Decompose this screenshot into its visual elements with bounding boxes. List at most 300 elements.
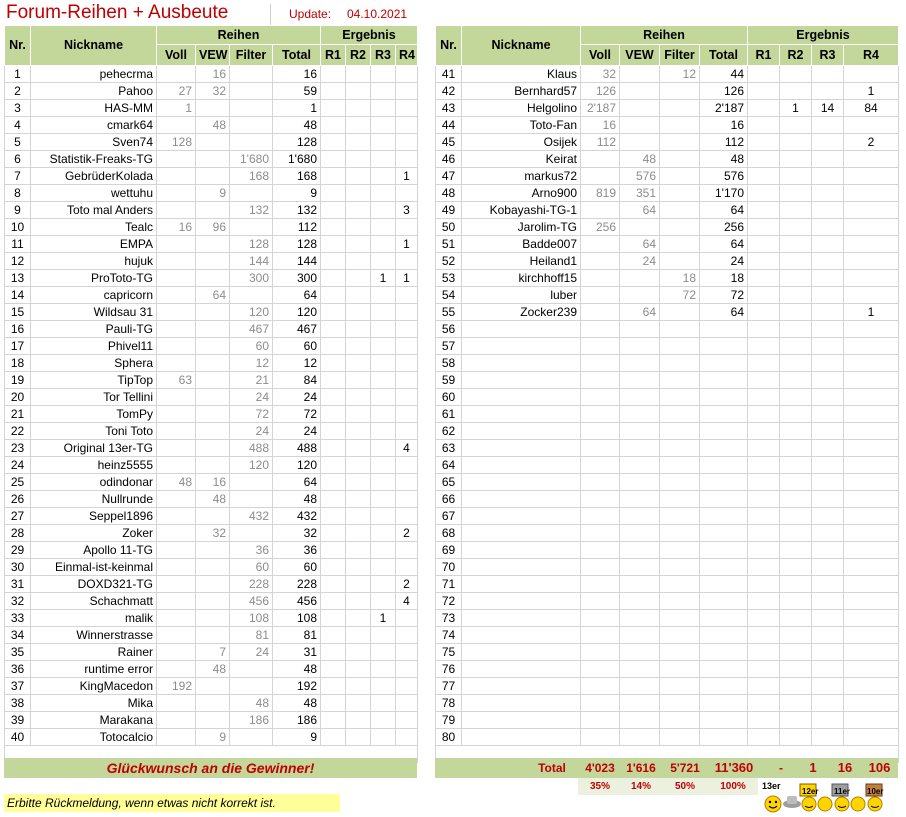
row-voll: [157, 355, 196, 372]
row-nr: 14: [5, 287, 31, 304]
row-r1: [321, 593, 346, 610]
row-r1: [748, 406, 780, 423]
icon-label-11er: 11er: [834, 787, 851, 796]
row-r1: [748, 474, 780, 491]
row-voll: 32: [581, 66, 620, 83]
row-r1: [321, 321, 346, 338]
row-nickname: Winnerstrasse: [31, 627, 157, 644]
row-vew: 48: [196, 661, 230, 678]
row-r4: [396, 321, 418, 338]
row-total: [700, 576, 748, 593]
row-vew: 96: [196, 219, 230, 236]
row-nr: 9: [5, 202, 31, 219]
row-nickname: Nullrunde: [31, 491, 157, 508]
row-r4: 2: [844, 134, 899, 151]
row-nickname: Wildsau 31: [31, 304, 157, 321]
row-r3: [812, 525, 844, 542]
row-r1: [748, 253, 780, 270]
table-row: [5, 559, 418, 576]
row-voll: [581, 423, 620, 440]
row-r4: 2: [396, 525, 418, 542]
row-r4: [396, 372, 418, 389]
row-filter: 144: [230, 253, 273, 270]
row-r2: [346, 678, 371, 695]
row-r2: [346, 134, 371, 151]
row-filter: [230, 219, 273, 236]
row-r3: [371, 287, 396, 304]
table-row: [436, 134, 899, 151]
row-vew: [620, 593, 660, 610]
row-nr: 31: [5, 576, 31, 593]
row-r3: [812, 66, 844, 83]
row-filter: [230, 491, 273, 508]
row-r1: [321, 151, 346, 168]
row-r3: [812, 559, 844, 576]
row-filter: [230, 66, 273, 83]
row-filter: [660, 219, 700, 236]
row-voll: [581, 593, 620, 610]
row-r1: [748, 151, 780, 168]
row-r1: [321, 457, 346, 474]
row-r1: [321, 202, 346, 219]
table-row: [436, 576, 899, 593]
row-r4: [844, 423, 899, 440]
row-voll: [157, 423, 196, 440]
row-nickname: Jarolim-TG: [462, 219, 581, 236]
row-nickname: [462, 661, 581, 678]
row-voll: [157, 610, 196, 627]
row-filter: [660, 236, 700, 253]
table-row: [436, 678, 899, 695]
row-nr: 56: [436, 321, 462, 338]
row-r1: [748, 304, 780, 321]
col-group-reihen: Reihen: [157, 26, 321, 45]
row-total: 128: [273, 236, 321, 253]
row-nr: 11: [5, 236, 31, 253]
pct-vew: 14%: [630, 781, 651, 792]
row-vew: [196, 151, 230, 168]
row-r2: [346, 372, 371, 389]
row-r4: [396, 355, 418, 372]
row-r4: [396, 304, 418, 321]
row-filter: [660, 542, 700, 559]
row-r2: [346, 270, 371, 287]
row-r1: [321, 542, 346, 559]
row-r1: [748, 219, 780, 236]
row-total: 1'680: [273, 151, 321, 168]
row-r1: [748, 440, 780, 457]
row-r2: [346, 406, 371, 423]
row-r3: [371, 168, 396, 185]
row-r2: [780, 219, 812, 236]
row-r1: [748, 678, 780, 695]
row-r2: [780, 117, 812, 134]
col-nr: Nr.: [5, 26, 31, 66]
row-filter: [230, 474, 273, 491]
row-r2: [780, 644, 812, 661]
row-r2: [346, 202, 371, 219]
row-r3: [812, 508, 844, 525]
row-vew: 351: [620, 185, 660, 202]
row-voll: [157, 253, 196, 270]
row-r3: [371, 491, 396, 508]
table-row: [5, 440, 418, 457]
row-r3: [371, 644, 396, 661]
total-vew: 1'616: [626, 761, 656, 775]
row-total: 2'187: [700, 100, 748, 117]
row-vew: 9: [196, 185, 230, 202]
row-vew: [196, 202, 230, 219]
row-vew: [196, 338, 230, 355]
row-r3: [812, 253, 844, 270]
row-vew: [620, 695, 660, 712]
row-filter: 60: [230, 338, 273, 355]
row-r3: [812, 406, 844, 423]
row-vew: [620, 406, 660, 423]
row-r2: [780, 729, 812, 746]
row-r3: [371, 559, 396, 576]
row-r1: [748, 202, 780, 219]
col-r3: R3: [812, 45, 844, 66]
table-row: [436, 559, 899, 576]
row-vew: [196, 627, 230, 644]
row-r1: [321, 525, 346, 542]
row-nr: 27: [5, 508, 31, 525]
row-filter: [660, 100, 700, 117]
row-nr: 21: [5, 406, 31, 423]
row-voll: [581, 661, 620, 678]
row-total: [700, 508, 748, 525]
row-voll: [581, 559, 620, 576]
row-r1: [321, 440, 346, 457]
row-nr: 44: [436, 117, 462, 134]
row-r4: [844, 678, 899, 695]
row-r2: [346, 168, 371, 185]
table-row: [5, 610, 418, 627]
row-voll: [581, 576, 620, 593]
row-r3: [371, 219, 396, 236]
table-row: [5, 83, 418, 100]
row-r4: 4: [396, 593, 418, 610]
row-nickname: Toto-Fan: [462, 117, 581, 134]
row-nickname: TipTop: [31, 372, 157, 389]
row-nr: 25: [5, 474, 31, 491]
table-row: [5, 729, 418, 746]
page-title: Forum-Reihen + Ausbeute: [6, 2, 229, 23]
row-filter: 12: [660, 66, 700, 83]
table-row: [436, 542, 899, 559]
row-voll: [157, 542, 196, 559]
row-r2: [780, 661, 812, 678]
row-r3: [371, 576, 396, 593]
row-r3: [371, 304, 396, 321]
row-filter: [660, 168, 700, 185]
row-r4: [844, 355, 899, 372]
row-voll: 1: [157, 100, 196, 117]
row-r3: [371, 372, 396, 389]
row-nr: 8: [5, 185, 31, 202]
row-r4: [844, 321, 899, 338]
row-nickname: Totocalcio: [31, 729, 157, 746]
row-total: 186: [273, 712, 321, 729]
table-row: [436, 100, 899, 117]
table-row: [436, 695, 899, 712]
row-filter: [230, 525, 273, 542]
row-r3: [371, 525, 396, 542]
row-vew: 32: [196, 83, 230, 100]
row-total: [700, 695, 748, 712]
row-filter: [660, 389, 700, 406]
row-r1: [321, 338, 346, 355]
row-voll: [157, 627, 196, 644]
row-nr: 1: [5, 66, 31, 83]
row-nr: 40: [5, 729, 31, 746]
row-nickname: heinz5555: [31, 457, 157, 474]
row-nr: 59: [436, 372, 462, 389]
row-vew: 7: [196, 644, 230, 661]
col-r4: R4: [396, 45, 418, 66]
table-row: [436, 83, 899, 100]
row-r4: [844, 695, 899, 712]
row-voll: [157, 117, 196, 134]
row-r3: 14: [812, 100, 844, 117]
row-total: 9: [273, 729, 321, 746]
col-r4: R4: [844, 45, 899, 66]
row-filter: [230, 287, 273, 304]
row-voll: [581, 610, 620, 627]
row-voll: [581, 440, 620, 457]
row-r2: [346, 661, 371, 678]
row-voll: [157, 661, 196, 678]
row-nickname: [462, 644, 581, 661]
row-r3: [371, 321, 396, 338]
row-r3: [371, 151, 396, 168]
row-vew: [196, 440, 230, 457]
row-r2: [780, 406, 812, 423]
row-voll: [581, 270, 620, 287]
row-vew: [620, 83, 660, 100]
row-voll: [157, 321, 196, 338]
row-voll: 63: [157, 372, 196, 389]
row-r4: 2: [396, 576, 418, 593]
row-r1: [321, 287, 346, 304]
row-r4: [844, 593, 899, 610]
row-nr: 30: [5, 559, 31, 576]
total-voll: 4'023: [585, 761, 615, 775]
row-total: 300: [273, 270, 321, 287]
row-total: [700, 321, 748, 338]
row-total: 9: [273, 185, 321, 202]
row-voll: [581, 338, 620, 355]
row-r3: [812, 729, 844, 746]
row-filter: 456: [230, 593, 273, 610]
row-nr: 78: [436, 695, 462, 712]
row-voll: 2'187: [581, 100, 620, 117]
row-nickname: wettuhu: [31, 185, 157, 202]
row-r2: [780, 491, 812, 508]
row-nr: 50: [436, 219, 462, 236]
row-filter: [660, 644, 700, 661]
row-r3: [812, 474, 844, 491]
row-r1: [321, 474, 346, 491]
row-r2: [780, 372, 812, 389]
update-date: 04.10.2021: [347, 7, 408, 21]
row-voll: [581, 729, 620, 746]
row-r3: [371, 542, 396, 559]
row-r4: [396, 491, 418, 508]
row-r1: [748, 117, 780, 134]
total-r1: -: [779, 761, 783, 775]
row-filter: [660, 491, 700, 508]
row-total: 12: [273, 355, 321, 372]
row-voll: [157, 695, 196, 712]
row-nr: 16: [5, 321, 31, 338]
row-nickname: HAS-MM: [31, 100, 157, 117]
row-voll: 128: [157, 134, 196, 151]
row-nr: 69: [436, 542, 462, 559]
row-r3: [371, 100, 396, 117]
row-r3: [812, 168, 844, 185]
row-r3: [812, 593, 844, 610]
row-r1: [748, 542, 780, 559]
row-r3: [812, 117, 844, 134]
row-filter: [660, 712, 700, 729]
row-total: [700, 593, 748, 610]
row-filter: 18: [660, 270, 700, 287]
row-total: [700, 712, 748, 729]
row-r1: [748, 423, 780, 440]
row-filter: 24: [230, 644, 273, 661]
table-row: [5, 695, 418, 712]
row-total: 18: [700, 270, 748, 287]
row-nr: 45: [436, 134, 462, 151]
row-r4: [844, 627, 899, 644]
row-nickname: Klaus: [462, 66, 581, 83]
row-r4: [844, 270, 899, 287]
table-row: [436, 644, 899, 661]
table-row: [5, 525, 418, 542]
table-row: [5, 117, 418, 134]
row-r4: [844, 219, 899, 236]
row-vew: [620, 610, 660, 627]
row-r3: [812, 423, 844, 440]
row-nr: 65: [436, 474, 462, 491]
row-vew: [620, 644, 660, 661]
row-nr: 17: [5, 338, 31, 355]
row-filter: 132: [230, 202, 273, 219]
row-r3: [812, 678, 844, 695]
row-vew: [196, 457, 230, 474]
row-r3: [812, 542, 844, 559]
row-nickname: [462, 712, 581, 729]
row-r4: [844, 151, 899, 168]
row-r2: [780, 423, 812, 440]
row-vew: 16: [196, 474, 230, 491]
row-total: 168: [273, 168, 321, 185]
total-r2: 1: [809, 760, 817, 775]
table-row: [5, 457, 418, 474]
row-r3: [812, 695, 844, 712]
row-r1: [748, 457, 780, 474]
row-r2: [346, 644, 371, 661]
row-filter: [660, 610, 700, 627]
row-r2: [780, 627, 812, 644]
row-r1: [321, 678, 346, 695]
row-nickname: Sven74: [31, 134, 157, 151]
row-filter: 488: [230, 440, 273, 457]
icon-label-13er: 13er: [762, 781, 781, 791]
row-r1: [748, 712, 780, 729]
table-row: [5, 576, 418, 593]
row-vew: [620, 474, 660, 491]
row-total: 59: [273, 83, 321, 100]
row-vew: [196, 100, 230, 117]
table-row: [5, 627, 418, 644]
row-nr: 5: [5, 134, 31, 151]
row-r2: [780, 457, 812, 474]
row-filter: 120: [230, 457, 273, 474]
row-r4: [396, 729, 418, 746]
row-voll: [581, 712, 620, 729]
row-nickname: Zoker: [31, 525, 157, 542]
row-total: 432: [273, 508, 321, 525]
col-group-ergebnis: Ergebnis: [748, 26, 899, 45]
row-filter: 120: [230, 304, 273, 321]
row-nr: 62: [436, 423, 462, 440]
row-total: 24: [700, 253, 748, 270]
pct-filter: 50%: [674, 781, 695, 792]
row-filter: [660, 440, 700, 457]
col-r2: R2: [780, 45, 812, 66]
table-row: [436, 474, 899, 491]
row-r2: [780, 270, 812, 287]
row-r1: [321, 168, 346, 185]
row-vew: [620, 678, 660, 695]
row-r2: [346, 83, 371, 100]
table-row: [436, 304, 899, 321]
row-nickname: EMPA: [31, 236, 157, 253]
row-total: 456: [273, 593, 321, 610]
row-voll: 192: [157, 678, 196, 695]
row-r3: [371, 185, 396, 202]
row-r2: [346, 185, 371, 202]
row-r1: [321, 372, 346, 389]
row-r1: [321, 695, 346, 712]
row-voll: [157, 576, 196, 593]
row-nr: 13: [5, 270, 31, 287]
row-total: [700, 389, 748, 406]
row-r1: [748, 355, 780, 372]
row-r4: [396, 406, 418, 423]
row-filter: [660, 151, 700, 168]
table-row: [5, 287, 418, 304]
row-vew: [196, 355, 230, 372]
row-voll: [157, 151, 196, 168]
pct-voll: 35%: [589, 781, 610, 792]
row-voll: [157, 389, 196, 406]
row-nickname: Osijek: [462, 134, 581, 151]
row-r3: [812, 627, 844, 644]
row-vew: [196, 236, 230, 253]
row-r3: [371, 338, 396, 355]
row-total: 48: [273, 491, 321, 508]
row-total: [700, 355, 748, 372]
row-total: [700, 644, 748, 661]
row-nr: 60: [436, 389, 462, 406]
row-r3: [812, 151, 844, 168]
row-nr: 24: [5, 457, 31, 474]
table-row: [436, 661, 899, 678]
